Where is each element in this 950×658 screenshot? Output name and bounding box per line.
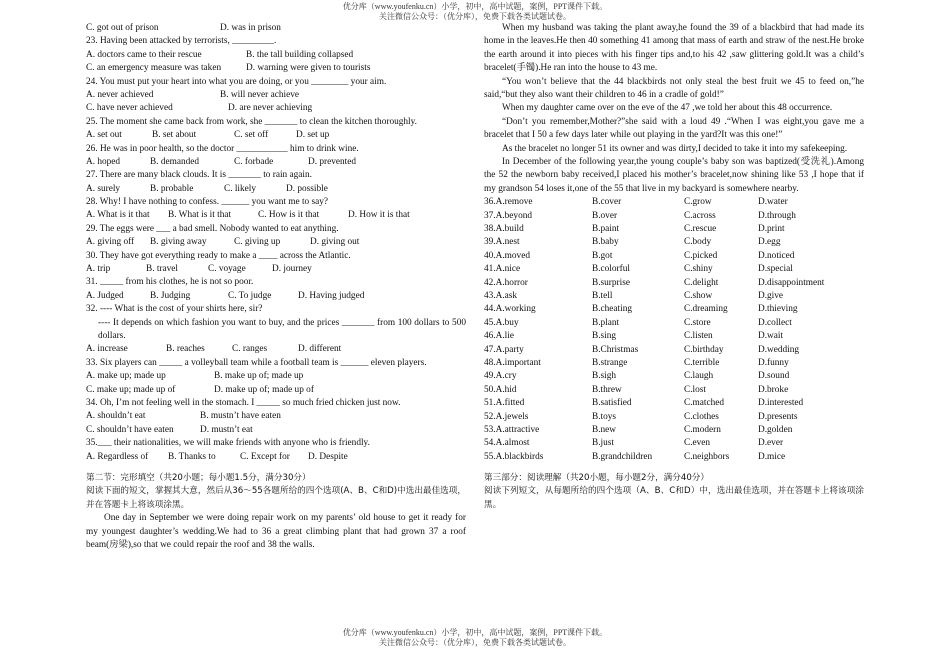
option: C. Except for bbox=[240, 451, 290, 462]
option: D.thieving bbox=[758, 304, 798, 315]
cloze-option-row bbox=[484, 277, 864, 290]
option: C.across bbox=[684, 210, 716, 221]
option: A. giving off bbox=[86, 237, 135, 248]
option: 42.A.horror bbox=[484, 277, 528, 288]
q25-options bbox=[86, 129, 466, 142]
option: B.tell bbox=[592, 291, 613, 302]
option: C.terrible bbox=[684, 357, 720, 368]
option: C.listen bbox=[684, 331, 713, 342]
footer-line-2: 关注微信公众号：（优分库），免费下载各类试题试卷。 bbox=[379, 638, 571, 647]
option: 51.A.fitted bbox=[484, 398, 525, 409]
option: D.mice bbox=[758, 451, 786, 462]
q29-options bbox=[86, 236, 466, 249]
option: D.noticed bbox=[758, 250, 795, 261]
q28-options bbox=[86, 209, 466, 222]
option: B.plant bbox=[592, 317, 620, 328]
passage-paragraph-6: As the bracelet no longer 51 its owner and was dirty,I decided to take it into my safekeeping. bbox=[502, 143, 848, 154]
option: B. Thanks to bbox=[168, 451, 216, 462]
question-27: 27. There are many black clouds. It is _______ to rain again. bbox=[86, 170, 312, 181]
option: 49.A.cry bbox=[484, 371, 517, 382]
option: C.clothes bbox=[684, 411, 719, 422]
question-33: 33. Six players can _____ a volleyball team while a football team is ______ eleven players. bbox=[86, 357, 427, 368]
option: B. travel bbox=[146, 264, 179, 275]
question-29: 29. The eggs were ___ a bad smell. Nobody wanted to eat anything. bbox=[86, 223, 339, 234]
option: D. possible bbox=[286, 183, 328, 194]
option: D. different bbox=[298, 344, 342, 355]
question-26: 26. He was in poor health, so the doctor ___________ him to drink wine. bbox=[86, 143, 359, 154]
option: D. warning were given to tourists bbox=[246, 63, 371, 74]
option: C. ranges bbox=[232, 344, 268, 355]
question-32-reply: ---- It depends on which fashion you want to buy, and the prices _______ from 100 dollars to 500 dollars. bbox=[98, 317, 466, 341]
option: D.presents bbox=[758, 411, 798, 422]
option: A. doctors came to their rescue bbox=[86, 49, 202, 60]
option: D.golden bbox=[758, 424, 793, 435]
option: D.interested bbox=[758, 398, 804, 409]
q31-options bbox=[86, 290, 466, 303]
question-25: 25. The moment she came back from work, she _______ to clean the kitchen thoroughly. bbox=[86, 116, 417, 127]
option: B.baby bbox=[592, 237, 619, 248]
cloze-option-row bbox=[484, 397, 864, 410]
option: B.surprise bbox=[592, 277, 630, 288]
option: 41.A.nice bbox=[484, 264, 521, 275]
option: A. hoped bbox=[86, 156, 121, 167]
option: C.birthday bbox=[684, 344, 724, 355]
option: C.laugh bbox=[684, 371, 714, 382]
option: 48.A.important bbox=[484, 357, 541, 368]
q22-options bbox=[86, 22, 466, 35]
section-2-instructions: 阅读下面的短文，掌握其大意，然后从36～55各题所给的四个选项(A、B、C和D)中选出最佳选项，并在答题卡上将该项涂黑。 bbox=[86, 486, 466, 510]
option: C.rescue bbox=[684, 224, 717, 235]
cloze-options-table bbox=[484, 196, 864, 464]
option: C.delight bbox=[684, 277, 719, 288]
option: B.cheating bbox=[592, 304, 633, 315]
right-column bbox=[484, 22, 864, 512]
option: B.got bbox=[592, 250, 613, 261]
option: D.ever bbox=[758, 438, 784, 449]
option: D.special bbox=[758, 264, 793, 275]
option: B. mustn’t have eaten bbox=[200, 411, 281, 422]
option: A. trip bbox=[86, 264, 111, 275]
option: A. Regardless of bbox=[86, 451, 149, 462]
option: B. What is it that bbox=[168, 210, 232, 221]
q23-options-row2 bbox=[86, 62, 466, 75]
option: C. have never achieved bbox=[86, 103, 173, 114]
option: A. make up; made up bbox=[86, 371, 166, 382]
option: B.paint bbox=[592, 224, 620, 235]
option: C. How is it that bbox=[258, 210, 320, 221]
option: D. journey bbox=[272, 264, 312, 275]
cloze-option-row bbox=[484, 236, 864, 249]
option: D. Having judged bbox=[298, 290, 365, 301]
q30-options bbox=[86, 263, 466, 276]
option: B.sigh bbox=[592, 371, 617, 382]
option: B. make up of; made up bbox=[214, 371, 304, 382]
option: 45.A.buy bbox=[484, 317, 519, 328]
passage-paragraph-1: One day in September we were doing repair work on my parents’ old house to get it ready for my youngest daughter’s wedding.We had to 36 a great climbing plant that had grown 37 a roof beam(房梁),so that we could repair the roof and 38 the walls. bbox=[86, 513, 466, 550]
header-line-1: 优分库（www.youfenku.cn）小学，初中，高中试题，案例，PPT课件下载。 bbox=[342, 2, 608, 11]
option: B. demanded bbox=[150, 156, 200, 167]
cloze-option-row bbox=[484, 330, 864, 343]
option: B. Judging bbox=[150, 290, 191, 301]
question-30: 30. They have got everything ready to make a ____ across the Atlantic. bbox=[86, 250, 351, 261]
option: A. never achieved bbox=[86, 89, 154, 100]
cloze-option-row bbox=[484, 384, 864, 397]
option: B. probable bbox=[150, 183, 194, 194]
option: D.water bbox=[758, 197, 788, 208]
option: C. got out of prison bbox=[86, 23, 159, 33]
option: C.picked bbox=[684, 250, 718, 261]
q24-options-row2 bbox=[86, 102, 466, 115]
option: C. voyage bbox=[208, 264, 246, 275]
option: C. make up; made up of bbox=[86, 384, 176, 395]
option: B.just bbox=[592, 438, 614, 449]
option: C. giving up bbox=[234, 237, 281, 248]
passage-paragraph-4: When my daughter came over on the eve of the 47 ,we told her about this 48 occurrence. bbox=[502, 103, 833, 114]
cloze-option-row bbox=[484, 437, 864, 450]
option: C.show bbox=[684, 291, 713, 302]
passage-paragraph-5: “Don’t you remember,Mother?”she said with a loud 49 .“When I was eight,you gave me a bracelet that I 50 a few days later while out playing in the yard?It was this one!” bbox=[484, 116, 864, 141]
option: D. was in prison bbox=[220, 23, 281, 33]
option: 55.A.blackbirds bbox=[484, 451, 544, 462]
option: D. are never achieving bbox=[228, 103, 313, 114]
option: 36.A.remove bbox=[484, 197, 533, 208]
page-header bbox=[0, 2, 950, 22]
question-23: 23. Having been attacked by terrorists, _________. bbox=[86, 36, 277, 47]
option: C.lost bbox=[684, 384, 706, 395]
option: D.print bbox=[758, 224, 785, 235]
option: 44.A.working bbox=[484, 304, 536, 315]
section-2-title: 第二节：完形填空（共20小题；每小题1.5分，满分30分） bbox=[86, 472, 311, 483]
option: C.grow bbox=[684, 197, 712, 208]
passage-paragraph-2: When my husband was taking the plant away,he found the 39 of a blackbird that had made its home in the leaves.He then 40 something 41 among that mass of earth and straw of the nest.He broke the earth around it into pieces with his finger tips and,to his 42 ,saw glittering gold.It was a child’s bracelet(手镯).He ran into the house to 43 me. bbox=[484, 23, 864, 74]
cloze-option-row bbox=[484, 424, 864, 437]
option: 46.A.lie bbox=[484, 331, 514, 342]
header-line-2: 关注微信公众号：（优分库），免费下载各类试题试卷。 bbox=[379, 12, 571, 21]
option: 53.A.attractive bbox=[484, 424, 540, 435]
left-column bbox=[86, 22, 466, 552]
option: 38.A.build bbox=[484, 224, 524, 235]
cloze-option-row bbox=[484, 223, 864, 236]
option: D.collect bbox=[758, 317, 792, 328]
cloze-option-row bbox=[484, 451, 864, 464]
option: C.dreaming bbox=[684, 304, 728, 315]
option: 52.A.jewels bbox=[484, 411, 529, 422]
option: D. set up bbox=[296, 130, 330, 141]
cloze-option-row bbox=[484, 250, 864, 263]
question-28: 28. Why! I have nothing to confess. ______ you want me to say? bbox=[86, 197, 329, 208]
option: B. reaches bbox=[166, 344, 205, 355]
question-24: 24. You must put your heart into what you are doing, or you ________ your aim. bbox=[86, 76, 387, 87]
option: C.even bbox=[684, 438, 711, 449]
option: B.threw bbox=[592, 384, 622, 395]
option: B.Christmas bbox=[592, 344, 639, 355]
option: D.wedding bbox=[758, 344, 800, 355]
option: B.strange bbox=[592, 357, 628, 368]
option: D.sound bbox=[758, 371, 790, 382]
option: D.give bbox=[758, 291, 784, 302]
option: C.neighbors bbox=[684, 451, 730, 462]
q33-options-row2 bbox=[86, 384, 466, 397]
option: A. What is it that bbox=[86, 210, 150, 221]
option: C. likely bbox=[224, 183, 257, 194]
option: D.broke bbox=[758, 384, 789, 395]
question-34: 34. Oh, I’m not feeling well in the stomach. I _____ so much fried chicken just now. bbox=[86, 397, 401, 408]
option: C. set off bbox=[234, 130, 269, 141]
option: C. an emergency measure was taken bbox=[86, 63, 222, 74]
q35-options bbox=[86, 451, 466, 464]
section-3-instructions: 阅读下列短文，从每题所给的四个选项（A、B、C和D）中，选出最佳选项，并在答题卡上将该项涂黑。 bbox=[484, 486, 864, 510]
passage-paragraph-3: “You won’t believe that the 44 blackbirds not only steal the best fruit we 45 to feed on,”he said,“but they also want their children to 46 in a cradle of gold!” bbox=[484, 76, 864, 101]
option: B.grandchildren bbox=[592, 451, 653, 462]
question-31: 31. _____ from his clothes, he is not so poor. bbox=[86, 277, 254, 288]
option: B.new bbox=[592, 424, 617, 435]
option: C. shouldn’t have eaten bbox=[86, 424, 174, 435]
option: C.body bbox=[684, 237, 712, 248]
q32-options bbox=[86, 343, 466, 356]
q26-options bbox=[86, 156, 466, 169]
option: 54.A.almost bbox=[484, 438, 530, 449]
cloze-option-row bbox=[484, 263, 864, 276]
option: B.toys bbox=[592, 411, 617, 422]
cloze-option-row bbox=[484, 317, 864, 330]
question-32: 32. ---- What is the cost of your shirts here, sir? bbox=[86, 304, 263, 315]
question-35: 35.___ their nationalities, we will make friends with anyone who is friendly. bbox=[86, 438, 370, 449]
option: B. set about bbox=[152, 130, 197, 141]
option: B. the tall building collapsed bbox=[246, 49, 354, 60]
option: D. prevented bbox=[308, 156, 357, 167]
option: 50.A.hid bbox=[484, 384, 517, 395]
cloze-option-row bbox=[484, 357, 864, 370]
option: D. make up of; made up of bbox=[214, 384, 314, 395]
cloze-option-row bbox=[484, 411, 864, 424]
option: A. shouldn’t eat bbox=[86, 411, 146, 422]
option: D. giving out bbox=[310, 237, 360, 248]
option: D.funny bbox=[758, 357, 789, 368]
option: A. surely bbox=[86, 183, 121, 194]
option: C. To judge bbox=[228, 290, 272, 301]
cloze-option-row bbox=[484, 303, 864, 316]
q33-options-row1 bbox=[86, 370, 466, 383]
cloze-option-row bbox=[484, 290, 864, 303]
cloze-option-row bbox=[484, 196, 864, 209]
option: A. Judged bbox=[86, 290, 124, 301]
passage-paragraph-7: In December of the following year,the young couple’s baby son was baptized(受洗礼).Among the 52 the newborn baby received,I placed his mother’s bracelet,now shining like 53 ,I hope that if my grandson 54 loses it,one of the 55 that live in my backyard is somewhere nearby. bbox=[484, 157, 864, 194]
option: 40.A.moved bbox=[484, 250, 530, 261]
option: C. forbade bbox=[234, 156, 274, 167]
option: D.wait bbox=[758, 331, 784, 342]
option: D.egg bbox=[758, 237, 781, 248]
option: 43.A.ask bbox=[484, 291, 518, 302]
cloze-option-row bbox=[484, 210, 864, 223]
option: B.cover bbox=[592, 197, 622, 208]
q23-options-row1 bbox=[86, 49, 466, 62]
option: D. How it is that bbox=[348, 210, 410, 221]
option: B.satisfied bbox=[592, 398, 632, 409]
option: A. set out bbox=[86, 130, 122, 141]
option: 39.A.nest bbox=[484, 237, 520, 248]
option: B. will never achieve bbox=[220, 89, 299, 100]
option: D.disappointment bbox=[758, 277, 825, 288]
option: D. mustn’t eat bbox=[200, 424, 253, 435]
q27-options bbox=[86, 183, 466, 196]
q34-options-row1 bbox=[86, 410, 466, 423]
option: D. Despite bbox=[308, 451, 348, 462]
option: B. giving away bbox=[150, 237, 207, 248]
option: C.store bbox=[684, 317, 711, 328]
option: B.sing bbox=[592, 331, 617, 342]
option: D.through bbox=[758, 210, 796, 221]
option: B.over bbox=[592, 210, 618, 221]
option: 37.A.beyond bbox=[484, 210, 533, 221]
option: C.modern bbox=[684, 424, 721, 435]
cloze-option-row bbox=[484, 344, 864, 357]
option: B.colorful bbox=[592, 264, 630, 275]
q24-options-row1 bbox=[86, 89, 466, 102]
option: C.shiny bbox=[684, 264, 713, 275]
cloze-option-row bbox=[484, 370, 864, 383]
page-footer bbox=[0, 628, 950, 648]
option: C.matched bbox=[684, 398, 725, 409]
footer-line-1: 优分库（www.youfenku.cn）小学，初中，高中试题，案例，PPT课件下载。 bbox=[342, 628, 608, 637]
option: 47.A.party bbox=[484, 344, 524, 355]
section-3-title: 第三部分：阅读理解（共20小题，每小题2分，满分40分） bbox=[484, 473, 709, 484]
q34-options-row2 bbox=[86, 424, 466, 437]
option: A. increase bbox=[86, 344, 128, 355]
